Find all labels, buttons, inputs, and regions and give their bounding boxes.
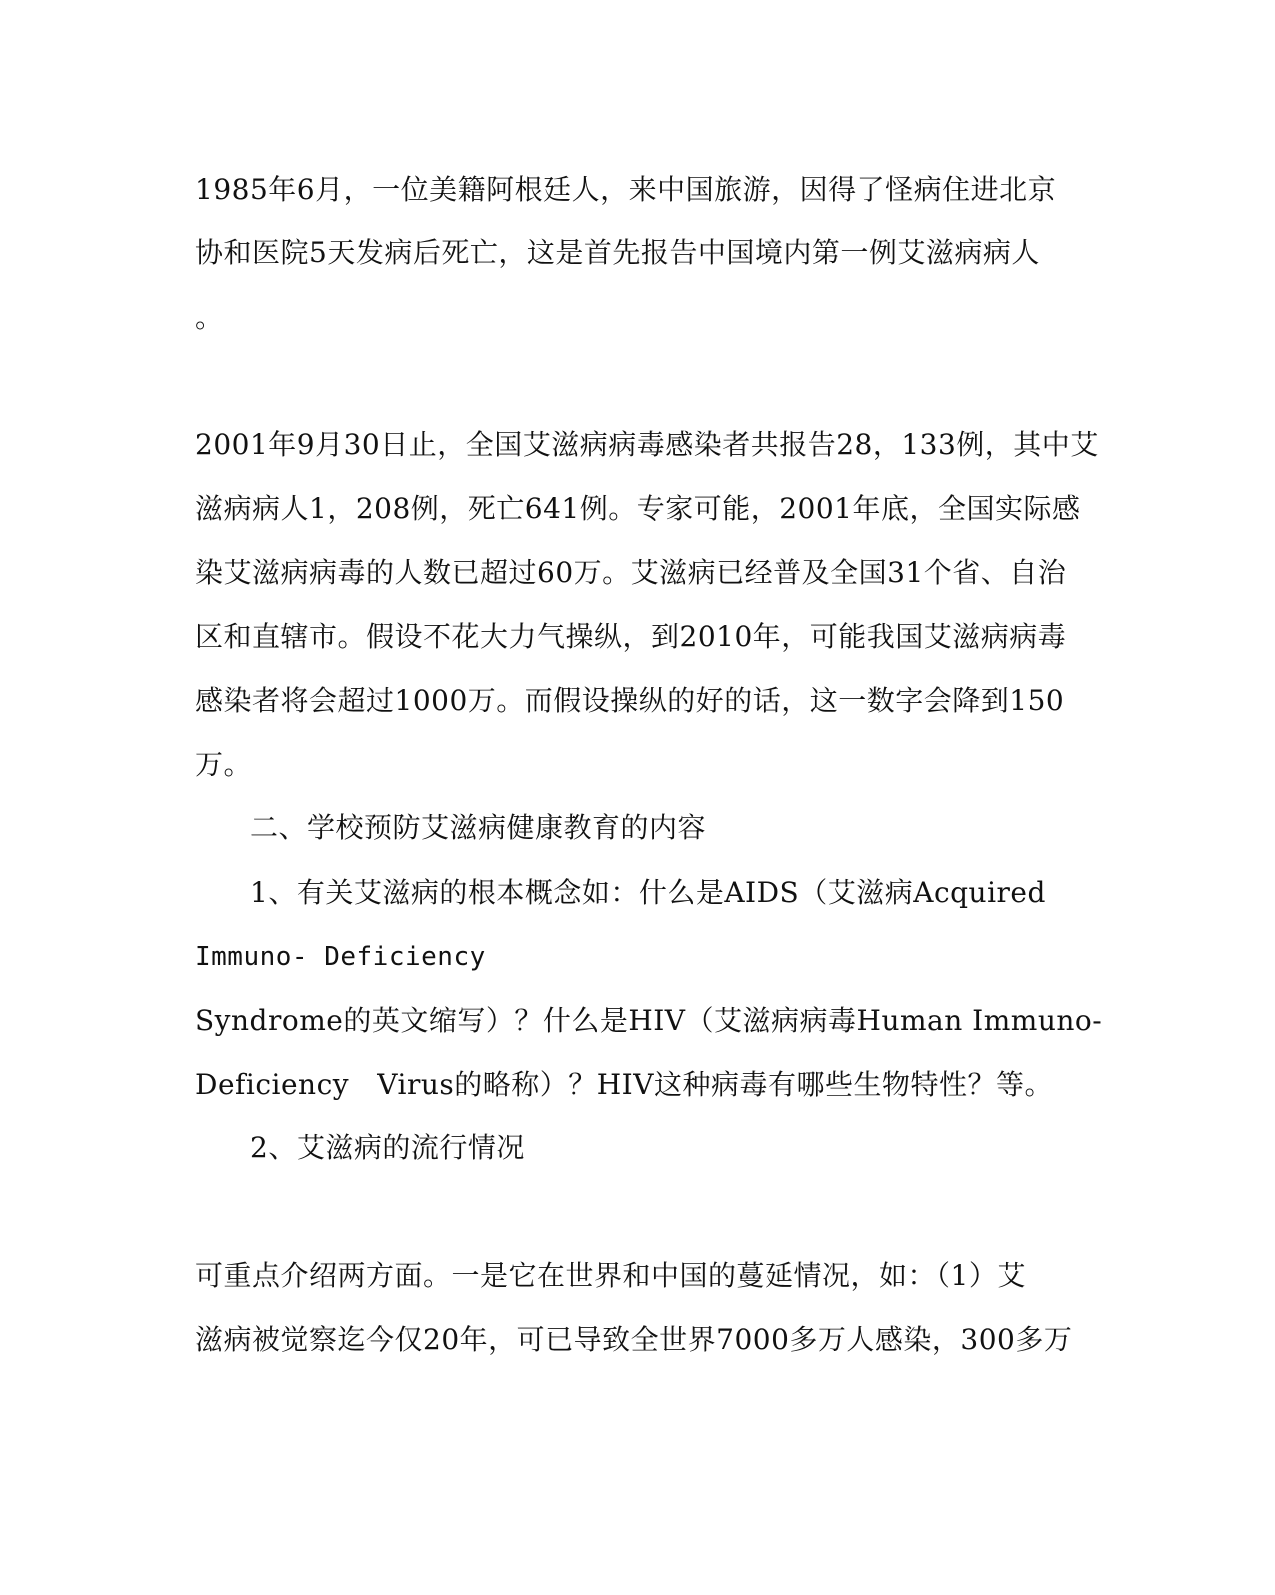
item1-line-4: Deficiency Virus的略称）？HIV这种病毒有哪些生物特性？等。 bbox=[195, 1068, 1053, 1101]
p1-line-3: 。 bbox=[195, 301, 224, 334]
section-heading: 二、学校预防艾滋病健康教育的内容 bbox=[250, 811, 707, 844]
p3-line-1: 可重点介绍两方面。一是它在世界和中国的蔓延情况，如：（1）艾 bbox=[195, 1259, 1026, 1292]
p2-line-1: 2001年9月30日止，全国艾滋病病毒感染者共报告28，133例，其中艾 bbox=[195, 428, 1099, 461]
item1-line-1: 1、有关艾滋病的根本概念如：什么是AIDS（艾滋病Acquired bbox=[250, 876, 1046, 909]
p1-line-1: 1985年6月，一位美籍阿根廷人，来中国旅游，因得了怪病住进北京 bbox=[195, 173, 1057, 206]
item2-heading: 2、艾滋病的流行情况 bbox=[250, 1131, 525, 1164]
p3-line-2: 滋病被觉察迄今仅20年，可已导致全世界7000多万人感染，300多万 bbox=[195, 1323, 1073, 1356]
p2-line-6: 万。 bbox=[195, 748, 253, 781]
p2-line-5: 感染者将会超过1000万。而假设操纵的好的话，这一数字会降到150 bbox=[195, 684, 1065, 717]
p1-line-2: 协和医院5天发病后死亡，这是首先报告中国境内第一例艾滋病病人 bbox=[195, 236, 1040, 269]
p2-line-3: 染艾滋病病毒的人数已超过60万。艾滋病已经普及全国31个省、自治 bbox=[195, 556, 1067, 589]
p2-line-2: 滋病病人1，208例，死亡641例。专家可能，2001年底，全国实际感 bbox=[195, 492, 1081, 525]
item1-line-2: Immuno- Deficiency bbox=[195, 942, 486, 972]
p2-line-4: 区和直辖市。假设不花大力气操纵，到2010年，可能我国艾滋病病毒 bbox=[195, 620, 1067, 653]
item1-line-3: Syndrome的英文缩写）？什么是HIV（艾滋病病毒Human Immuno- bbox=[195, 1004, 1103, 1037]
